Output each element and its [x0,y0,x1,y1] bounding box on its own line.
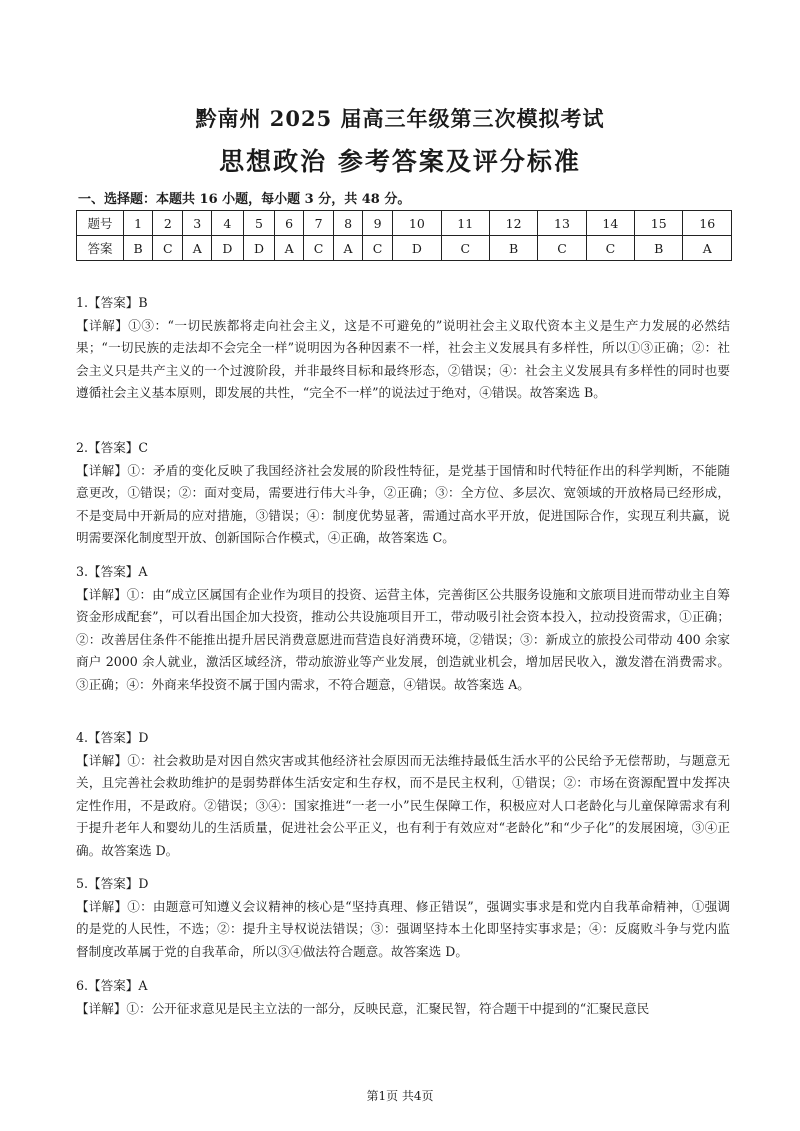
answer-line: 5.【答案】D [76,876,149,891]
answer-cell: B [124,236,153,261]
answer-line: 3.【答案】A [76,564,148,579]
answer-explanation: 【详解】①③：“一切民族都将走向社会主义，这是不可避免的”说明社会主义取代资本主义是生产力发展的必然结果；“一切民族的走法却不会完全一样”说明因为各种因素不一样，社会主义发展具有多样性，所以①③正确；②：社会主义只是共产主义的一个过渡阶段，并非最终目标和最终形态，②错误；④：社会主义发展具有多样性的同时也要遵循社会主义基本原则，即发展的共性，“完全不一样”的说法过于绝对，④错误。故答案选 B。 [76,317,730,401]
question-block [76,727,730,863]
page-footer: 第1页 共4页 [366,1089,434,1103]
answer-row [77,236,732,261]
answer-explanation: 【详解】①：由“成立区属国有企业作为项目的投资、运营主体，完善街区公共服务设施和文旅项目进而带动业主自筹资金形成配套”，可以看出国企加大投资，推动公共设施项目开工，带动吸引社会资本投入，拉动投资需求，①正确；②：改善居住条件不能推出提升居民消费意愿进而营造良好消费环境，②错误；③：新成立的旅投公司带动 400 余家商户 2000 余人就业，激活区域经济，带动旅游业等产业发展，创造就业机会，增加居民收入，激发潜在消费需求。③正确；④：外商来华投资不属于国内需求，不符合题意，④错误。故答案选 A。 [76,586,730,692]
question-block [76,292,730,405]
answer-line: 2.【答案】C [76,440,149,455]
section-heading: 一、选择题：本题共 16 小题，每小题 3 分，共 48 分。 [78,192,411,207]
answer-cell: A [275,236,304,261]
answer-table [76,210,732,261]
answer-cell: D [243,236,275,261]
answer-cell: A [334,236,363,261]
question-block [76,873,730,963]
question-number: 10 [393,211,441,236]
question-number: 5 [243,211,275,236]
answer-cell: C [441,236,489,261]
answer-cell: C [303,236,333,261]
answer-cell: B [489,236,537,261]
question-number: 2 [153,211,183,236]
exam-title: 黔南州 2025 届高三年级第三次模拟考试 [195,106,605,131]
question-block [76,437,730,550]
answer-cell: C [153,236,183,261]
row-label-answer: 答案 [77,236,124,261]
question-number: 3 [183,211,212,236]
question-number: 1 [124,211,153,236]
question-number: 14 [586,211,634,236]
row-label-number: 题号 [77,211,124,236]
answer-cell: A [683,236,732,261]
answer-line: 4.【答案】D [76,730,149,745]
answer-cell: B [635,236,683,261]
question-number: 16 [683,211,732,236]
answer-cell: A [183,236,212,261]
question-number: 13 [538,211,586,236]
question-number: 15 [635,211,683,236]
question-number: 11 [441,211,489,236]
question-number: 12 [489,211,537,236]
answer-line: 6.【答案】A [76,978,148,993]
question-block [76,975,730,1020]
answer-explanation: 【详解】①：公开征求意见是民主立法的一部分，反映民意，汇聚民智，符合题干中提到的“汇聚民意民 [76,1000,650,1016]
question-number-row [77,211,732,236]
question-block [76,561,730,697]
answer-line: 1.【答案】B [76,295,148,310]
exam-subtitle: 思想政治 参考答案及评分标准 [219,147,581,176]
question-number: 8 [334,211,363,236]
answer-cell: C [586,236,634,261]
answer-explanation: 【详解】①：由题意可知遵义会议精神的核心是“坚持真理、修正错误”，强调实事求是和党内自我革命精神，①强调的是党的人民性，不选；②：提升主导权说法错误；③：强调坚持本土化即坚持实事求是；④：反腐败斗争与党内监督制度改革属于党的自我革命，所以③④做法符合题意。故答案选 D。 [76,898,730,959]
answer-explanation: 【详解】①：矛盾的变化反映了我国经济社会发展的阶段性特征，是党基于国情和时代特征作出的科学判断，不能随意更改，①错误；②：面对变局，需要进行伟大斗争，②正确；③：全方位、多层次、宽领域的开放格局已经形成，不是变局中开新局的应对措施，③错误；④：制度优势显著，需通过高水平开放，促进国际合作，实现互利共赢，说明需要深化制度型开放、创新国际合作模式，④正确，故答案选 C。 [76,462,730,546]
answer-cell: C [538,236,586,261]
answer-cell: D [393,236,441,261]
question-number: 6 [275,211,304,236]
question-number: 7 [303,211,333,236]
answer-cell: D [212,236,244,261]
answer-explanation: 【详解】①：社会救助是对因自然灾害或其他经济社会原因而无法维持最低生活水平的公民给予无偿帮助，与题意无关，且完善社会救助维护的是弱势群体生活安定和生存权，而不是民主权利，①错误；②：市场在资源配置中发挥决定性作用，不是政府。②错误；③④：国家推进“一老一小”民生保障工作，积极应对人口老龄化与儿童保障需求有利于提升老年人和婴幼儿的生活质量，促进社会公平正义，也有利于有效应对“老龄化”和“少子化”的发展困境，③④正确。故答案选 D。 [76,752,730,858]
answer-cell: C [362,236,392,261]
question-number: 9 [362,211,392,236]
question-number: 4 [212,211,244,236]
